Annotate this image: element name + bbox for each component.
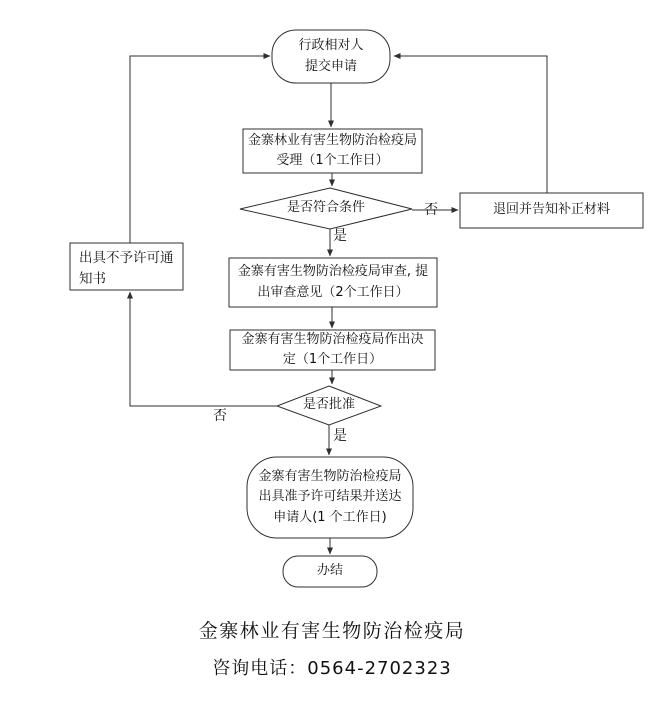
deny-notice-process-shape — [70, 243, 183, 290]
decide-process-shape — [230, 330, 435, 370]
done-terminator-shape — [283, 556, 377, 587]
done-node-label: 办结 — [316, 563, 343, 579]
grant-terminator-shape — [247, 457, 413, 538]
review-node-label: 金寨有害生物防治检疫局审查, 提 出审查意见（2个工作日） — [237, 264, 429, 300]
footer-organization-name: 金寨林业有害生物防治检疫局 — [198, 620, 466, 642]
deny-notice-node-label: 出具不予许可通 知书 — [79, 250, 174, 287]
decide-node-label: 金寨有害生物防治检疫局作出决 定（1个工作日） — [241, 331, 424, 367]
footer-phone-number: 咨询电话：0564-2702323 — [212, 658, 452, 679]
start-node-label: 行政相对人 提交申请 — [298, 38, 364, 74]
start-terminator-shape — [272, 30, 390, 83]
conditions-no-branch-label: 否 — [424, 202, 438, 218]
check-approval-node-label: 是否批准 — [302, 397, 355, 413]
conditions-yes-branch-label: 是 — [333, 228, 347, 244]
review-process-shape — [229, 258, 437, 307]
approval-no-branch-label: 否 — [213, 408, 227, 424]
approval-yes-branch-label: 是 — [333, 428, 347, 444]
accept-process-shape — [243, 129, 422, 173]
check-conditions-node-label: 是否符合条件 — [286, 200, 365, 216]
accept-node-label: 金寨林业有害生物防治检疫局 受理（1个工作日） — [247, 132, 417, 168]
return-materials-process-shape — [460, 193, 643, 228]
check-conditions-diamond-shape — [240, 188, 412, 229]
grant-node-label: 金寨有害生物防治检疫局 出具准予许可结果并送达 申请人(1 个工作日) — [258, 469, 402, 525]
check-approval-diamond-shape — [277, 386, 381, 425]
return-materials-node-label: 退回并告知补正材料 — [492, 202, 610, 218]
